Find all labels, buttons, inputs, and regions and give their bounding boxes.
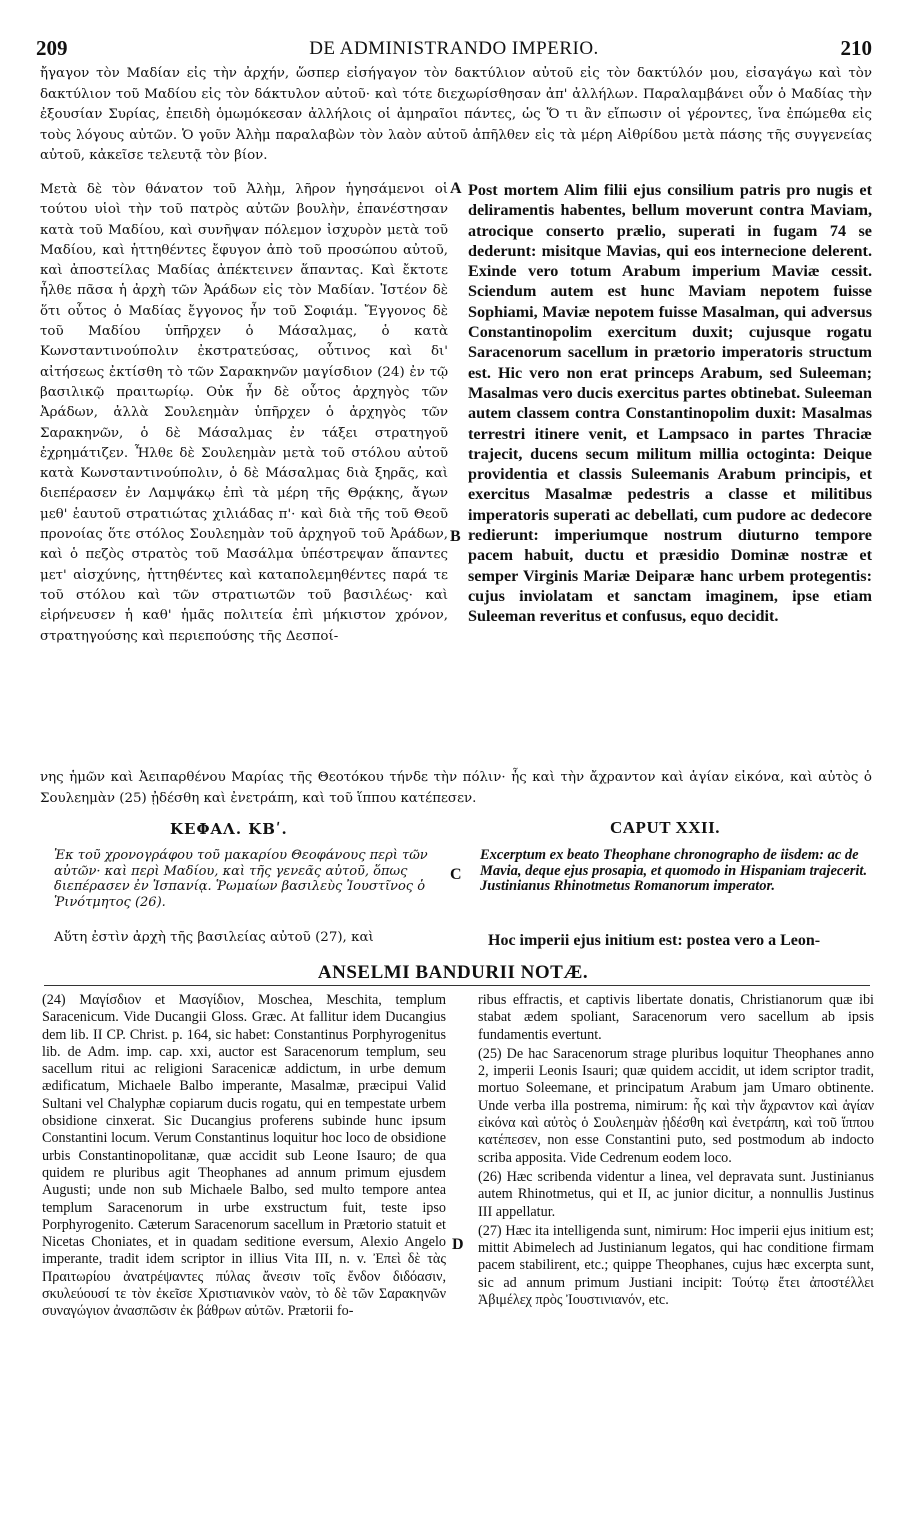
- greek-paragraph: νης ἡμῶν καὶ Ἀειπαρθένου Μαρίας τῆς Θεοτόκου τήνδε τὴν πόλιν· ἧς καὶ τὴν ἄχραντον καὶ ἁγίαν εἰκόνα, καὶ αὐτὸς ὁ Σουλεημὰν (25) ᾐδέσθη καὶ ἐνετράπη, καὶ τοῦ ἵππου κατέπεσεν.: [40, 770, 872, 806]
- notes-title: ANSELMI BANDURII NOTÆ.: [317, 962, 589, 983]
- chapter-first-line-greek: Αὕτη ἐστὶν ἀρχὴ τῆς βασιλείας αὐτοῦ (27), καὶ: [54, 930, 374, 945]
- page-number-right: 210: [840, 36, 872, 60]
- note-paragraph: (26) Hæc scribenda videntur a linea, vel depravata sunt. Justinianus autem Rhinotmetus, qui et II, ac junior dicitur, a nonnullis Justinus III appellatur.: [478, 1168, 874, 1220]
- margin-marker-c: C: [450, 866, 462, 883]
- margin-marker-d: D: [452, 1236, 464, 1253]
- greek-text-continuation: [40, 768, 872, 809]
- page-header: [36, 36, 872, 62]
- note-paragraph: ribus effractis, et captivis libertate donatis, Christianorum quæ ibi stabat ædem spoliant, Saracenorum vero sacellum ab ipsis fundamentis evertunt.: [478, 992, 874, 1043]
- margin-marker-a: A: [450, 180, 462, 197]
- note-paragraph: (24) Μαγίσδιον et Μασγίδιον, Moschea, Meschita, templum Saracenicum. Vide Ducangii Gloss. Græc. At fallitur idem Ducangius dem lib. II CP. Christ. p. 164, sic habet: Constantinus Porphyrogenitus lib. de Adm. imp. cap. xxi, auctor est Saracenorum templum, seu sacellum ritui ac religioni Saracenicæ addictum, in urbe demum ædificatum, Michaele Balbo imperante, Masalmæ, præcipui Valid Sultani vel Chalyphæ copiarum ducis rogatu, qui en tempestate urbem obsidione cinxerat. Sic Ducangius proferens subinde hunc ipsum Constantini locum. Verum Constantinus loquitur hoc loco de obsidione urbis Constantinopolitanæ, quæ accidit sub Leone Isauro; de qua quidem re pluribus agit Theophanes ad annum primum ejusdem Augusti; unde non sub Michaele Balbo, sed multo tempore antea templum Saracenorum in urbe exstructum fuit, teste ipso Porphyrogenito. Cæterum Saracenorum sacellum in Prætorio statuit et Nicetas Choniates, et in quadam seditione eversum, Alexio Angelo imperante, tradit idem scriptor in illius Vita III, n. v. Ἐπεὶ δὲ τὰς Πραιτωρίου ἀνατρέψαντες πύλας ἄνεσιν τοῖς ἔνδον διδόασιν, σκυλεύουσί τε τὸν ἐκεῖσε Χριστιανικὸν ναὸν, τὸ δὲ τῶν Σαρακηνῶν συναγώγιον ἀνασπῶσιν ἐκ βάθρων αὐτῶν. Prætorii fo-: [42, 992, 446, 1320]
- greek-paragraph: ἤγαγον τὸν Μαδίαν εἰς τὴν ἀρχήν, ὥσπερ εἰσήγαγον τὸν δακτύλιον αὐτοῦ εἰς τὸν δακτύλόν μου, εἰσαγάγω καὶ τὸν δακτύλιον τοῦ Μαδίου εἰς τὸν δάκτυλον αὐτοῦ· καὶ τότε διεχωρίσθησαν ἀπ' ἀλλήλων. Παραλαμβάνει οὖν ὁ Μαδίας τὴν ἐξουσίαν Συρίας, ἐπειδὴ ὁμωμόκεσαν ἀλλήλοις οἱ ἀμηραῖοι πάντες, ὡς Ὅ τι ἂν εἴπωσιν οἱ γέροντες, ἵνα ἐπώμεθα εἰς τοὺς λόγους αὐτῶν. Ὁ γοῦν Ἀλὴμ παραλαβὼν τὸν λαὸν αὐτοῦ ἀπῆλθεν εἰς τὰ μέρη Αἰθρίδου μετὰ πάσης τῆς συγγενείας αὐτοῦ, κἀκεῖσε τελευτᾷ τὸν βίον.: [40, 66, 872, 163]
- notes-divider: [44, 985, 870, 986]
- latin-column: [468, 180, 872, 627]
- margin-marker-b: B: [450, 528, 461, 545]
- greek-column: [40, 180, 448, 647]
- chapter-heading-greek: ΚΕΦΑΛ. ΚΒʹ.: [170, 820, 288, 838]
- summary-text: Excerptum ex beato Theophane chronographo de iisdem: ac de Mavia, deque ejus prosapia, et quomodo in Hispaniam trajecerit. Justinianus Rhinotmetus Romanorum imperator.: [480, 847, 868, 894]
- notes-column-left: [42, 992, 446, 1323]
- note-paragraph: (25) De hac Saracenorum strage pluribus loquitur Theophanes anno 2, imperii Leonis Isauri; quæ quidem accidit, ut idem scriptor tradit, mortuo Soleemane, et principatum Arabum jam Umaro obtinente. Unde verba illa postrema, nimirum: ἧς καὶ τὴν ἄχραντον καὶ ἁγίαν εἰκόνα καὶ αὐτὸς ὁ Σουλεημὰν ᾐδέσθη καὶ ἐνετράπη, καὶ τοῦ ἵππου κατέπεσεν, non esse Constantini puto, sed postmodum ab indocto scriba apposita. Vide Cedrenum eodem loco.: [478, 1045, 874, 1166]
- notes-column-right: [478, 992, 874, 1311]
- greek-text-top: [40, 64, 872, 167]
- summary-text: Ἐκ τοῦ χρονογράφου τοῦ μακαρίου Θεοφάνους περὶ τῶν αὐτῶν· καὶ περὶ Μαδίου, καὶ τῆς γενεᾶς αὐτοῦ, ὅπως διεπέρασεν ἐν Ἰσπανίᾳ. Ῥωμαίων βασιλεὺς Ἰουστῖνος ὁ Ῥινότμητος (26).: [54, 848, 428, 910]
- note-paragraph: (27) Hæc ita intelligenda sunt, nimirum: Hoc imperii ejus initium est; mittit Abimelech ad Justinianum legatos, qui hac conditione firmam pacem stabilirent, etc.; quippe Theophanes, cujus hæc excerpta sunt, sic ad annum primum Justiani incipit: Τούτῳ ἔτει ἀποστέλλει Ἀβιμέλεχ πρὸς Ἰουστινιανόν, etc.: [478, 1222, 874, 1309]
- greek-paragraph: Μετὰ δὲ τὸν θάνατον τοῦ Ἀλὴμ, λῆρον ἡγησάμενοι οἱ τούτου υἱοὶ τὴν τοῦ πατρὸς αὐτῶν βουλὴν, ἐπανέστησαν κατὰ τοῦ Μαδίου, καὶ συνῆψαν πόλεμον ἰσχυρὸν μετὰ τοῦ Μαδίου, καὶ ἡττηθέντες ἔφυγον ἀπὸ τοῦ προσώπου αὐτοῦ, καὶ ἀποστείλας Μαδίας ἀπέκτεινεν ἅπαντας. Καὶ ἔκτοτε ἦλθε πᾶσα ἡ ἀρχὴ τῶν Ἀράδων εἰς τὸν Μαδίαν. Ἰστέον δὲ ὅτι οὗτος ὁ Μαδίας ἔγγονος ἦν τοῦ Σοφιάμ. Ἔγγονος δὲ τοῦ Μαδίου ὑπῆρχεν ὁ Μάσαλμας, ὁ κατὰ Κωνσταντινούπολιν ἐκστρατεύσας, οὗτινος καὶ δι' αἰτήσεως ἐκτίσθη τὸ τῶν Σαρακηνῶν μαγίσδιον (24) ἐν τῷ βασιλικῷ πραιτωρίῳ. Οὐκ ἦν δὲ οὗτος ἀρχηγὸς τῶν Ἀράδων, ἀλλὰ Σουλεημὰν ὑπῆρχεν ὁ ἀρχηγὸς τῶν Σαρακηνῶν, ὁ δὲ Μάσαλμας ἐν τάξει στρατηγοῦ ἐχρημάτιζεν. Ἦλθε δὲ Σουλεημὰν μετὰ τοῦ στόλου αὐτοῦ κατὰ Κωνσταντινούπολιν, ὁ δὲ Μάσαλμας διὰ ξηρᾶς, καὶ διεπέρασεν ἐν Λαμψάκῳ ἐπὶ τὰ μέρη τῆς Θρᾴκης, ἄγων μεθ' ἑαυτοῦ στρατιώτας χιλιάδας π'· καὶ διὰ τῆς τοῦ Θεοῦ προνοίας ὅτε στόλος Σουλεημὰν τοῦ ἀρχηγοῦ τοῦ Ἀράδων, καὶ ὁ πεζὸς στρατὸς τοῦ Μασάλμα ὑπέστρεψαν ἅπαντες μετ' αἰσχύνης, ἡττηθέντες καὶ καταπολεμηθέντες παρά τε τοῦ στόλου καὶ τῶν στρατιωτῶν τοῦ βασιλέως· καὶ εἰρήνευσεν ἡ καθ' ἡμᾶς πολιτεία ἐπὶ μήκιστον χρόνον, στρατηγούσης καὶ περιεπούσης τῆς Δεσποί-: [40, 182, 448, 644]
- chapter-summary-greek: [54, 848, 446, 910]
- chapter-first-line-latin: Hoc imperii ejus initium est: postea vero a Leon-: [488, 932, 821, 949]
- page-number-left: 209: [36, 36, 68, 60]
- chapter-summary-latin: [480, 848, 872, 895]
- latin-paragraph: Post mortem Alim filii ejus consilium patris pro nugis et deliramentis habentes, bellum moverunt contra Maviam, atrocique conserto prælio, superati in fugam 74 se dederunt: misitque Mavias, qui eos internecione delerent. Exinde vero totum Arabum imperium Maviæ cessit. Sciendum autem est hunc Maviam nepotem fuisse Sophiami, Maviæ nepotem fuisse Masalman, qui adversus Constantinopolim exercitum duxit; cujusque rogatu Saracenorum sacellum in prætorio imperatoris structum est. Hic vero non erat princeps Arabum, sed Suleeman; Masalmas vero ducis exercitus partes obtinebat. Suleeman autem classem contra Constantinopolim duxit: Masalmas terrestri itinere venit, et Lampsaco in partes Thraciæ trajecit, ducens secum militum millia octoginta: Deique providentia et classis Suleemanis Arabum principis, et exercitus Masalmæ pedestris a classe et militibus imperatoris superati ac debellati, cum pudore ac dedecore redierunt: imperiumque nostrum diuturno tempore pacem habuit, ductu et præsidio Dominæ nostræ et semper Virginis Mariæ Deiparæ hanc urbem protegentis: cujus inviolatam et sanctam imaginem, ipse etiam Suleeman reveritus et confusus, equo decidit.: [468, 181, 872, 626]
- chapter-heading-latin: CAPUT XXII.: [610, 818, 721, 837]
- running-title: DE ADMINISTRANDO IMPERIO.: [309, 38, 599, 59]
